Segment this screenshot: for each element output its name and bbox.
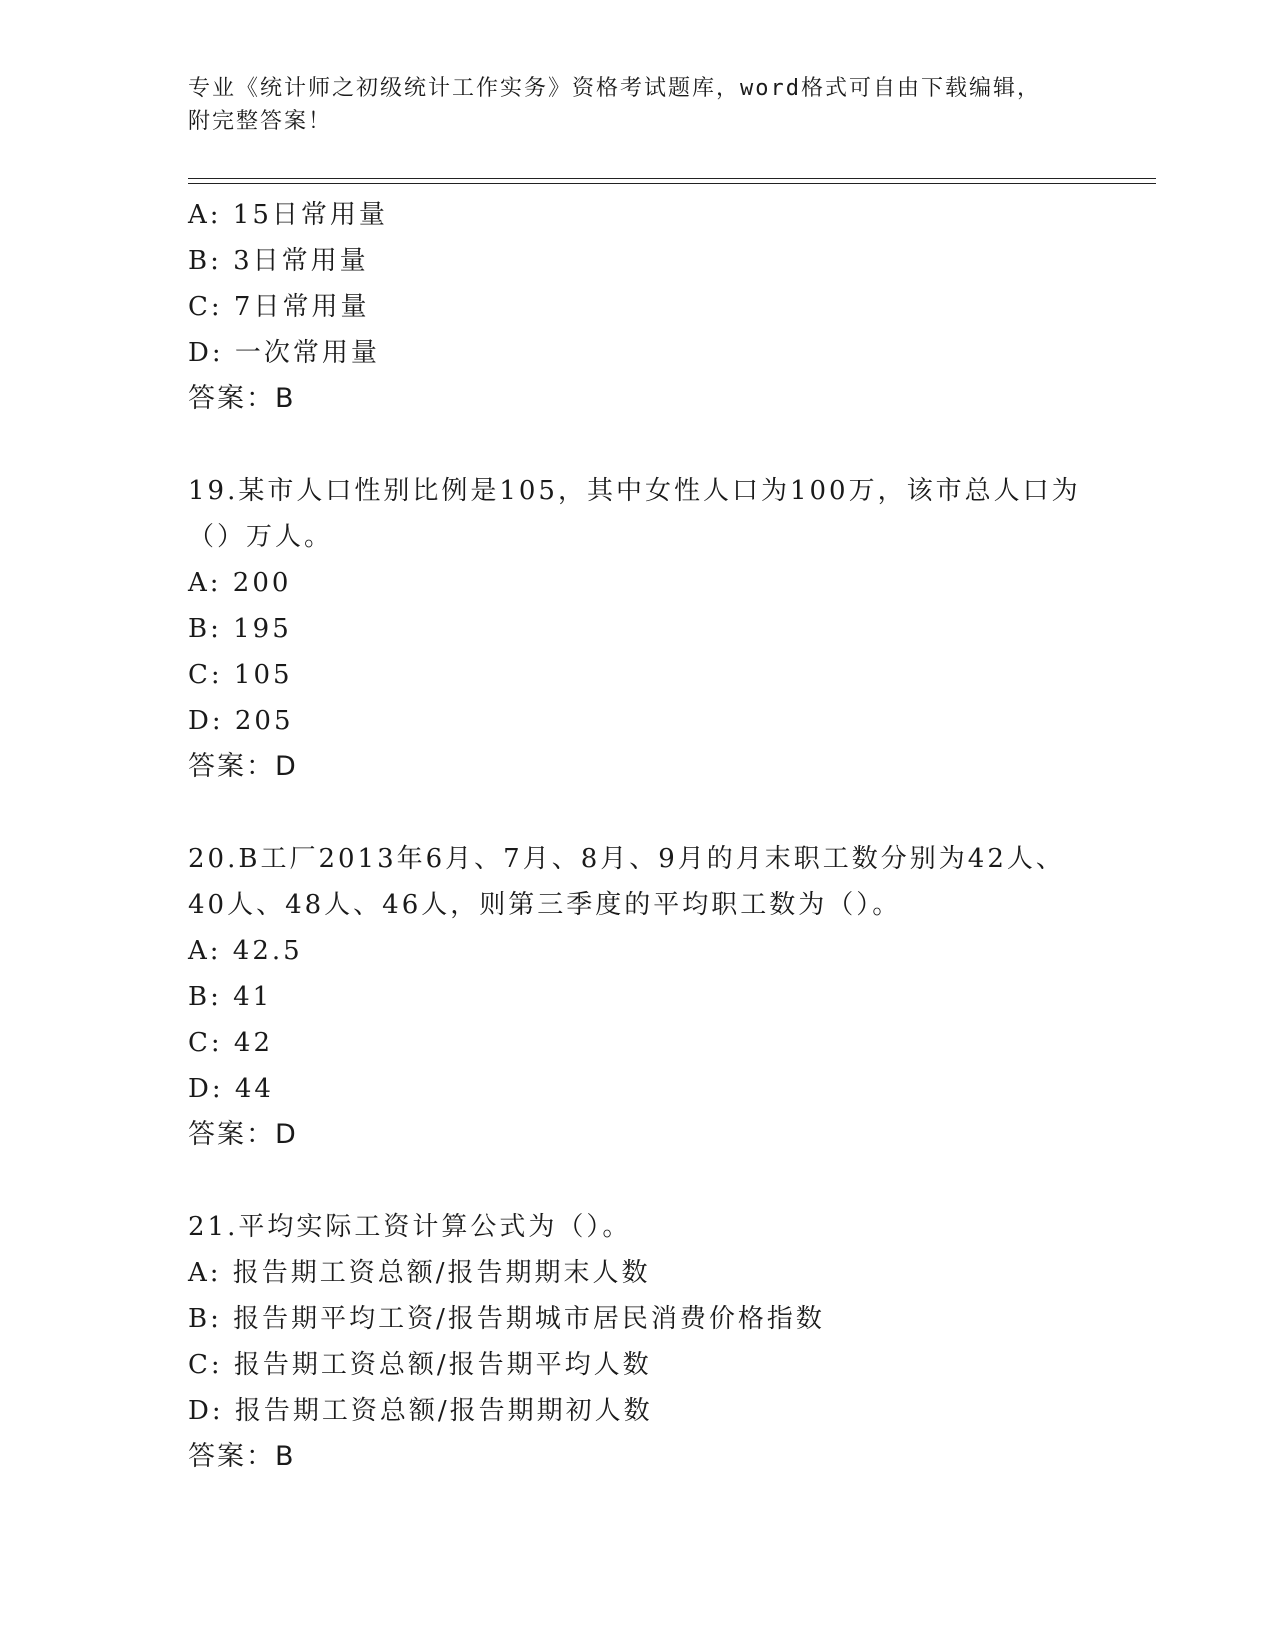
answer-line: 答案：B	[188, 1441, 296, 1472]
document-header	[188, 72, 1088, 138]
option-c: C: 报告期工资总额/报告期平均人数	[188, 1350, 652, 1380]
spacer	[188, 1158, 1088, 1204]
question-text-line-1: 20.B工厂2013年6月、7月、8月、9月的月末职工数分别为42人、	[188, 844, 1065, 874]
option-c: C: 42	[188, 1028, 274, 1058]
option-a: A: 15日常用量	[188, 200, 388, 230]
header-divider-bottom	[188, 183, 1156, 184]
answer-line: 答案：D	[188, 1119, 298, 1150]
header-divider-top	[188, 178, 1156, 179]
question-20-block	[188, 836, 1088, 1158]
option-b: B: 195	[188, 614, 292, 644]
header-line-2: 附完整答案！	[188, 109, 333, 134]
option-d: D: 一次常用量	[188, 338, 380, 368]
option-a: A: 报告期工资总额/报告期期末人数	[188, 1258, 651, 1288]
answer-line: 答案：B	[188, 383, 296, 414]
option-d: D: 205	[188, 706, 294, 736]
question-21-block	[188, 1204, 1088, 1480]
option-b: B: 报告期平均工资/报告期城市居民消费价格指数	[188, 1304, 825, 1334]
option-b: B: 3日常用量	[188, 246, 369, 276]
option-b: B: 41	[188, 982, 273, 1012]
spacer	[188, 422, 1088, 468]
option-d: D: 44	[188, 1074, 274, 1104]
option-c: C: 105	[188, 660, 293, 690]
question-text-line-2: 40人、48人、46人，则第三季度的平均职工数为（）。	[188, 890, 902, 920]
spacer	[188, 790, 1088, 836]
option-c: C: 7日常用量	[188, 292, 370, 322]
answer-line: 答案：D	[188, 751, 298, 782]
question-text-line-1: 21.平均实际工资计算公式为（）。	[188, 1212, 632, 1242]
question-list	[188, 192, 1088, 1480]
option-a: A: 42.5	[188, 936, 303, 966]
option-a: A: 200	[188, 568, 292, 598]
question-19-block	[188, 468, 1088, 790]
question-18-block	[188, 192, 1088, 422]
header-line-1: 专业《统计师之初级统计工作实务》资格考试题库，word格式可自由下载编辑，	[188, 76, 1041, 101]
question-text-line-2: （）万人。	[188, 522, 334, 552]
option-d: D: 报告期工资总额/报告期期初人数	[188, 1396, 653, 1426]
question-text-line-1: 19.某市人口性别比例是105，其中女性人口为100万，该市总人口为	[188, 476, 1081, 506]
